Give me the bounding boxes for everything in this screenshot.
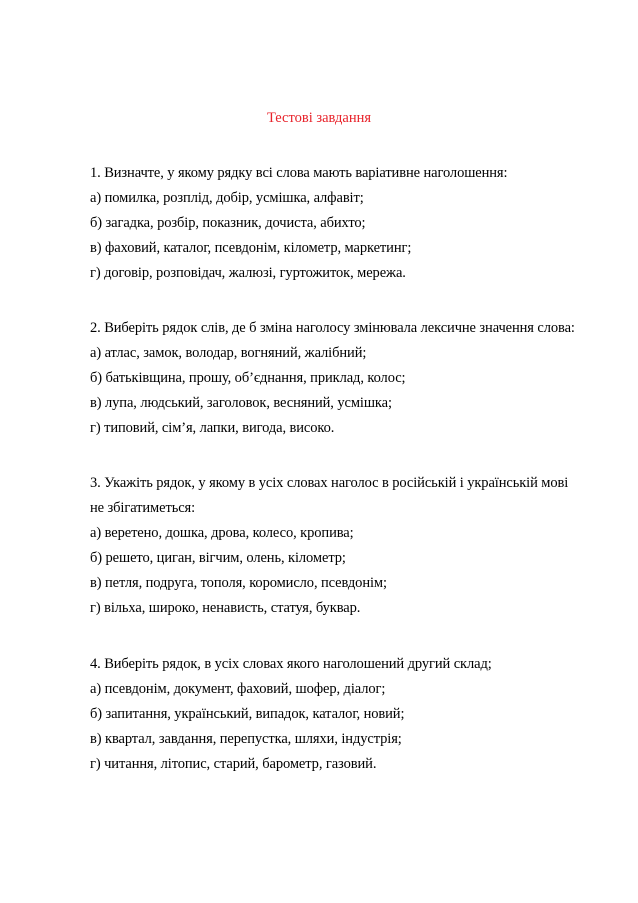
question-2-option-b: б) батьківщина, прошу, об’єднання, приклад, колос; (90, 370, 406, 386)
question-3-prompt: 3. Укажіть рядок, у якому в усіх словах наголос в російській і українській мові (90, 475, 569, 491)
question-2-option-d: г) типовий, сім’я, лапки, вигода, високо. (90, 420, 335, 436)
question-2-option-c: в) лупа, людський, заголовок, весняний, усмішка; (90, 395, 392, 411)
question-4-option-a: а) псевдонім, документ, фаховий, шофер, діалог; (90, 681, 386, 697)
question-1-option-c: в) фаховий, каталог, псевдонім, кілометр, маркетинг; (90, 240, 412, 256)
question-1-prompt: 1. Визначте, у якому рядку всі слова мають варіативне наголошення: (90, 165, 508, 181)
question-4-prompt: 4. Виберіть рядок, в усіх словах якого наголошений другий склад; (90, 656, 492, 672)
question-4-option-c: в) квартал, завдання, перепустка, шляхи, індустрія; (90, 731, 402, 747)
question-3-option-b: б) решето, циган, вігчим, олень, кілометр; (90, 550, 346, 566)
document-title: Тестові завдання (266, 110, 372, 126)
question-2-option-a: а) атлас, замок, володар, вогняний, жалібний; (90, 345, 367, 361)
question-3-option-a: а) веретено, дошка, дрова, колесо, кропива; (90, 525, 354, 541)
question-3-option-d: г) вільха, широко, ненависть, статуя, буквар. (90, 600, 361, 616)
question-2-prompt: 2. Виберіть рядок слів, де б зміна наголосу змінювала лексичне значення слова: (90, 320, 575, 336)
question-3-prompt-continued: не збігатиметься: (90, 500, 196, 516)
question-4-option-d: г) читання, літопис, старий, барометр, газовий. (90, 756, 377, 772)
question-1-option-b: б) загадка, розбір, показник, дочиста, абихто; (90, 215, 366, 231)
question-4-option-b: б) запитання, український, випадок, каталог, новий; (90, 706, 405, 722)
question-1-option-d: г) договір, розповідач, жалюзі, гуртожиток, мережа. (90, 265, 406, 281)
question-1-option-a: а) помилка, розплід, добір, усмішка, алфавіт; (90, 190, 364, 206)
question-3-option-c: в) петля, подруга, тополя, коромисло, псевдонім; (90, 575, 387, 591)
